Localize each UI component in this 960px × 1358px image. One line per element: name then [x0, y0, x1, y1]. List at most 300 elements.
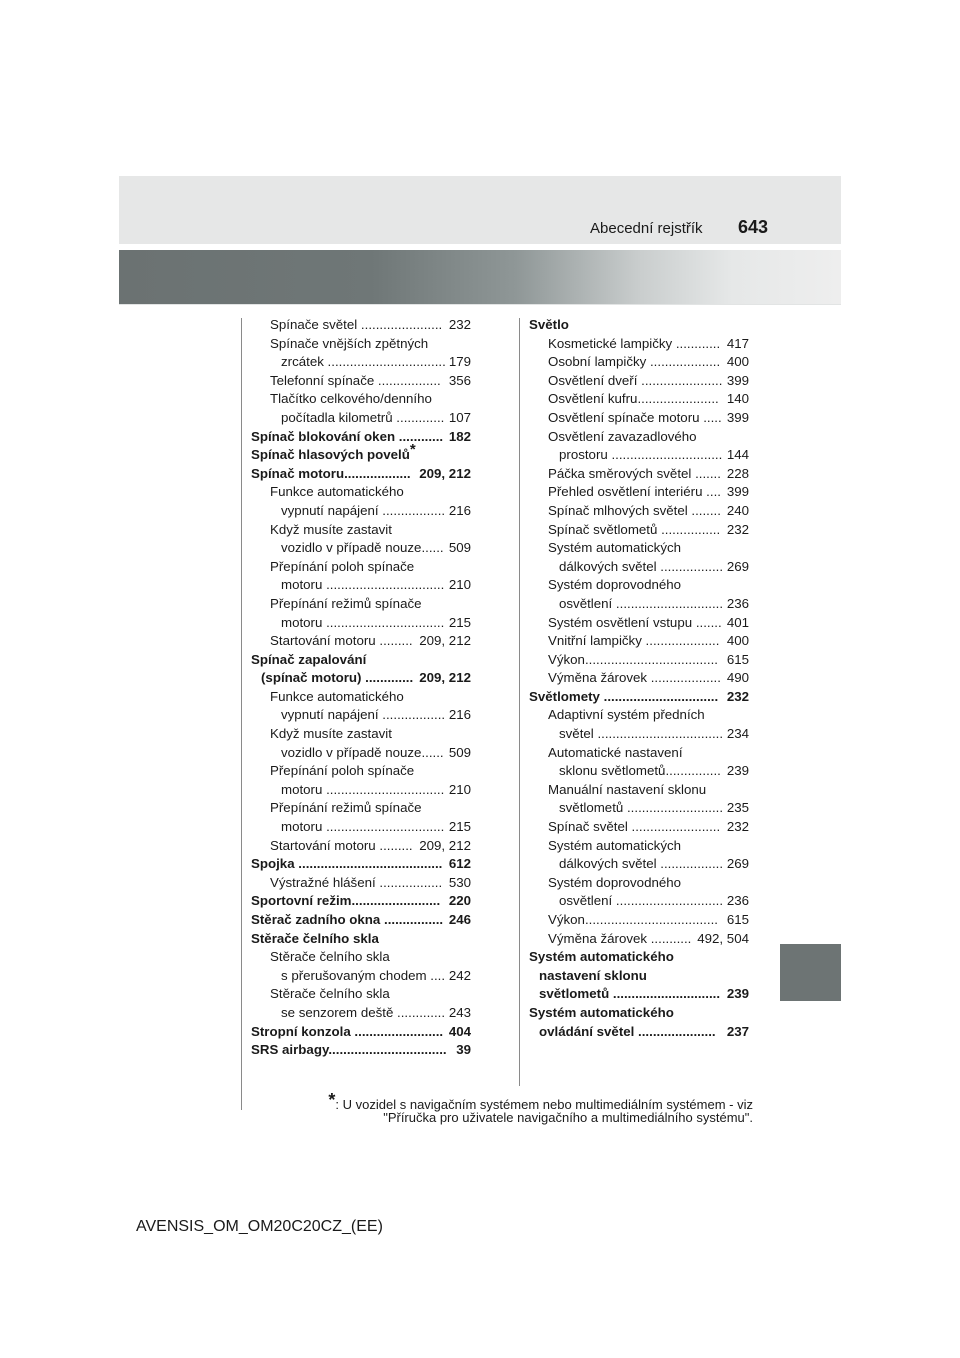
index-entry-text: Spínač mlhových světel [548, 502, 688, 518]
index-entry-text: Spínač zapalování [251, 651, 367, 667]
index-entry [529, 744, 749, 763]
index-entry-page: 243 [448, 1004, 471, 1020]
index-entry-leader: ........................ [351, 893, 441, 909]
index-entry [251, 1023, 471, 1042]
index-entry-text: Adaptivní systém předních [548, 707, 705, 723]
index-entry-page: 216 [448, 707, 471, 723]
index-entry-text: Osvětlení dveří [548, 372, 638, 388]
index-entry [251, 1004, 471, 1023]
index-entry-page: 615 [726, 651, 749, 667]
index-entry [529, 614, 749, 633]
section-thumb-tab [780, 944, 841, 1001]
index-entry [529, 558, 749, 577]
footnote-line-2: "Příručka pro uživatele navigačního a multimediálního systému". [383, 1110, 753, 1125]
index-entry-text: Výměna žárovek [548, 930, 648, 946]
index-entry-leader: ................................ [328, 1042, 447, 1058]
index-entry [529, 837, 749, 856]
index-entry-text: Osobní lampičky [548, 354, 647, 370]
index-entry-text: Manuální nastavení sklonu [548, 781, 707, 797]
index-entry-page: 509 [448, 744, 471, 760]
index-entry [251, 948, 471, 967]
index-entry-page: 612 [448, 856, 471, 872]
section-title: Abecední rejstřík [590, 220, 703, 237]
index-entry [251, 502, 471, 521]
index-entry-page: 107 [448, 409, 471, 425]
index-entry-page: 269 [726, 558, 749, 574]
index-entry [529, 409, 749, 428]
index-entry-page: 234 [726, 726, 749, 742]
index-entry-text: SRS airbagy [251, 1042, 329, 1058]
index-entry-term [548, 651, 718, 670]
index-entry-term [548, 576, 681, 595]
index-entry [529, 762, 749, 781]
index-entry-term [281, 539, 444, 558]
index-entry-page: 490 [726, 670, 749, 686]
index-entry [529, 651, 749, 670]
index-entry-term [548, 837, 681, 856]
index-entry-page: 239 [726, 986, 749, 1002]
index-entry-text: nastavení sklonu [539, 967, 647, 983]
index-entry-term [281, 409, 444, 428]
index-entry-text: Tlačítko celkového/denního [270, 391, 432, 407]
document-code: AVENSIS_OM_OM20C20CZ_(EE) [136, 1218, 383, 1235]
index-entry [251, 706, 471, 725]
index-entry-text: Přepínání poloh spínače [270, 558, 415, 574]
index-entry-term [529, 688, 718, 707]
index-entry-page: 269 [726, 856, 749, 872]
index-entry-leader: ................................ [323, 354, 446, 370]
index-entry-leader: ........................ [350, 1023, 444, 1039]
index-entry-page: 615 [726, 912, 749, 927]
index-entry-term [548, 632, 719, 651]
index-entry-text: Systém automatických [548, 540, 682, 556]
index-entry-term [548, 353, 720, 372]
index-entry-text: Stěrač zadního okna [251, 912, 381, 927]
index-entry [251, 781, 471, 800]
index-entry-page: 239 [726, 763, 749, 779]
index-entry-text: Spínače světel [270, 317, 358, 332]
index-entry-term [559, 892, 723, 911]
index-entry [251, 372, 471, 391]
index-entry-page: 356 [448, 372, 471, 388]
index-entry-leader: ........... [647, 930, 692, 946]
index-entry-text: Systém osvětlení vstupu [548, 614, 693, 630]
index-entry-term [251, 441, 416, 465]
index-entry-term [559, 558, 723, 577]
index-entry-text: Spínač blokování oken [251, 428, 396, 444]
index-entry [529, 390, 749, 409]
index-entry-leader: ..................... [634, 1023, 716, 1039]
index-entry-term [548, 614, 722, 633]
index-entry-page: 236 [726, 893, 749, 909]
index-entry-leader: ................................ [322, 819, 445, 835]
index-entry-leader: ................... [647, 670, 721, 686]
index-entry-text: Když musíte zastavit [270, 521, 392, 537]
index-entry-term [270, 688, 404, 707]
index-entry-term [539, 1023, 716, 1042]
index-entry-page: 399 [726, 372, 749, 388]
index-entry [251, 1041, 471, 1060]
footnote-text-1: : U vozidel s navigačním systémem nebo multimediálním systémem - viz [335, 1097, 753, 1112]
index-entry-leader: ................. [378, 707, 446, 723]
index-entry-page: 236 [726, 595, 749, 611]
index-entry-leader: ......... [375, 633, 413, 649]
index-entry-text: ovládání světel [539, 1023, 635, 1039]
index-entry [529, 595, 749, 614]
index-entry-leader: ............................. [609, 986, 721, 1002]
index-entry-term [559, 725, 723, 744]
index-entry [529, 1023, 749, 1042]
index-entry-page: 209, 212 [419, 633, 471, 649]
index-entry-page: 210 [448, 781, 471, 797]
index-entry-leader: .................... [641, 633, 720, 649]
index-entry-leader: .................................... [584, 651, 718, 667]
index-entry-text: Osvětlení zavazadlového [548, 428, 697, 444]
index-entry-text: dálkových světel [559, 856, 657, 872]
index-entry-leader: ................................ [322, 614, 445, 630]
index-entry-leader: ......... [375, 837, 413, 853]
index-entry-term [270, 837, 413, 856]
index-entry-text: Stropní konzola [251, 1023, 351, 1039]
index-entry-leader: ................. [378, 502, 446, 518]
index-entry-leader: .................. [344, 465, 411, 481]
index-entry-page: 215 [448, 819, 471, 835]
index-entry-term [270, 521, 392, 540]
index-entry-term [548, 539, 681, 558]
index-entry [529, 706, 749, 725]
index-entry [251, 335, 471, 354]
index-entry-page: 228 [726, 465, 749, 481]
header-gradient-band [119, 250, 841, 304]
index-entry-leader: ....... [692, 614, 722, 630]
index-entry-term [559, 446, 722, 465]
index-entry-term [559, 762, 721, 781]
index-entry-text: Světlomety [529, 688, 600, 704]
index-entry-page: 399 [726, 409, 749, 425]
index-entry-term [548, 781, 706, 800]
index-entry-term [251, 911, 443, 930]
center-column-rule [519, 318, 520, 1086]
index-entry-text: Startování motoru [270, 633, 376, 649]
index-entry-text: Funkce automatického [270, 484, 404, 500]
index-entry-term [251, 892, 440, 911]
index-entry [529, 446, 749, 465]
index-entry-leader: ................ [380, 912, 444, 927]
index-entry [529, 948, 749, 967]
index-entry-page: 400 [726, 354, 749, 370]
index-entry-text: světlometů [539, 986, 610, 1002]
index-entry-leader: ........................ [627, 819, 721, 835]
index-entry-page: 216 [448, 502, 471, 518]
header-divider [119, 304, 841, 305]
index-entry-term [281, 744, 444, 763]
index-entry [251, 441, 471, 465]
index-entry [251, 521, 471, 540]
index-entry [529, 892, 749, 911]
index-entry [251, 744, 471, 763]
index-entry-leader: ...................... [637, 372, 723, 388]
index-entry-text: Funkce automatického [270, 688, 404, 704]
index-entry-term [548, 372, 722, 391]
index-entry-term [270, 335, 428, 354]
index-entry-page: 209, 212 [419, 465, 471, 481]
index-entry-term [548, 818, 720, 837]
index-entry-text: prostoru [559, 447, 608, 463]
index-entry [251, 558, 471, 577]
index-entry [529, 428, 749, 447]
index-entry [251, 762, 471, 781]
index-entry-leader: ............. [392, 409, 445, 425]
index-entry-text: Spojka [251, 856, 295, 872]
index-entry-text: Systém doprovodného [548, 874, 682, 890]
index-entry [251, 688, 471, 707]
index-entry-term [548, 930, 691, 949]
index-entry [529, 335, 749, 354]
index-entry-term [270, 632, 413, 651]
index-entry-page: 240 [726, 502, 749, 518]
index-entry-term [251, 855, 442, 874]
index-entry-page: 400 [726, 633, 749, 649]
index-entry-text: počítadla kilometrů [281, 409, 393, 425]
index-entry-page: 404 [448, 1023, 471, 1039]
index-entry [529, 930, 749, 949]
index-column-right [529, 316, 749, 1041]
index-entry-text: Když musíte zastavit [270, 726, 392, 742]
index-entry-text: vozidlo v případě nouze [281, 540, 422, 556]
index-entry [251, 614, 471, 633]
index-entry [251, 818, 471, 837]
index-entry-text: Stěrače čelního skla [270, 986, 390, 1002]
index-entry [529, 967, 749, 986]
index-entry [251, 725, 471, 744]
index-entry-term [281, 706, 445, 725]
index-entry-leader: .... [702, 484, 721, 500]
index-entry [529, 632, 749, 651]
index-entry [529, 818, 749, 837]
index-entry-text: Páčka směrových světel [548, 465, 692, 481]
index-entry-text: motoru [281, 614, 323, 630]
index-entry-text: Vnitřní lampičky [548, 633, 642, 649]
index-entry-text: motoru [281, 819, 323, 835]
index-entry-text: Kosmetické lampičky [548, 335, 673, 351]
index-entry-text: Systém automatických [548, 837, 682, 853]
index-entry-term [270, 874, 442, 893]
index-entry-term [559, 595, 723, 614]
index-entry-term [281, 576, 444, 595]
index-entry-page: 179 [448, 354, 471, 370]
index-entry-page: 39 [456, 1042, 471, 1058]
index-entry-term [548, 483, 721, 502]
index-entry [251, 409, 471, 428]
index-entry [251, 595, 471, 614]
index-entry [251, 539, 471, 558]
index-entry-leader: .............................. [607, 447, 723, 463]
index-entry-page: 242 [448, 967, 471, 983]
index-entry-text: Spínač motoru [251, 465, 345, 481]
index-entry-term [281, 818, 444, 837]
index-entry-term [559, 855, 723, 874]
index-entry-page: 209, 212 [419, 837, 471, 853]
index-entry-leader: ...................... [357, 317, 443, 332]
header-top-bar [119, 176, 841, 244]
index-entry-text: světel [559, 726, 594, 742]
index-entry-term [548, 874, 681, 893]
index-entry-leader: ............. [361, 670, 414, 686]
index-entry-term [548, 502, 721, 521]
index-entry-text: s přerušovaným chodem [281, 967, 427, 983]
index-entry-page: 210 [448, 577, 471, 593]
index-entry-text: Přepínání režimů spínače [270, 800, 422, 816]
index-entry-text: vozidlo v případě nouze [281, 744, 422, 760]
page-number: 643 [738, 217, 769, 237]
index-entry [529, 855, 749, 874]
index-entry-term [270, 483, 404, 502]
index-entry-text: vypnutí napájení [281, 502, 379, 518]
index-entry-term [548, 465, 721, 484]
index-entry-text: zrcátek [281, 354, 324, 370]
index-entry-text: Startování motoru [270, 837, 376, 853]
index-entry-page: 220 [448, 893, 471, 909]
index-entry-leader: ...... [421, 744, 444, 760]
index-entry-text: vypnutí napájení [281, 707, 379, 723]
index-entry-page: 509 [448, 540, 471, 556]
index-entry-leader: ................. [656, 558, 724, 574]
index-entry [529, 576, 749, 595]
index-entry-term [270, 799, 422, 818]
index-entry [251, 316, 471, 335]
index-entry-page: 492, 504 [697, 930, 749, 946]
index-entry-page: 530 [448, 874, 471, 890]
index-entry-text: sklonu světlometů [559, 763, 666, 779]
index-entry-term [529, 1004, 674, 1023]
index-entry-text: Spínač hlasových povelů [251, 447, 410, 463]
index-entry-term [548, 409, 722, 428]
index-entry-leader: ............................... [599, 688, 719, 704]
index-entry-term [281, 502, 445, 521]
index-entry-page: 182 [448, 428, 471, 444]
index-entry-term [281, 967, 445, 986]
index-entry-text: Osvětlení kufru [548, 391, 638, 407]
index-entry-term [539, 967, 647, 986]
index-entry [529, 502, 749, 521]
index-entry-leader: ............................. [612, 893, 724, 909]
index-entry-page: 417 [726, 335, 749, 351]
index-entry-text: Výměna žárovek [548, 670, 648, 686]
index-entry [529, 521, 749, 540]
index-entry-leader: ...... [421, 540, 444, 556]
index-entry-term [270, 316, 442, 335]
index-entry [529, 985, 749, 1004]
index-entry-text: Sportovní režim [251, 893, 352, 909]
index-entry [529, 725, 749, 744]
index-entry-text: světlometů [559, 800, 624, 816]
index-entry-term [548, 911, 718, 930]
index-entry-page: 401 [726, 614, 749, 630]
index-entry-page: 140 [726, 391, 749, 407]
index-entry-term [281, 614, 444, 633]
index-entry [529, 483, 749, 502]
index-entry [529, 539, 749, 558]
index-entry-page: 232 [448, 317, 471, 332]
index-entry-leader: ...................... [637, 391, 719, 407]
index-entry-term [548, 335, 720, 354]
index-entry-text: Spínač světel [548, 819, 628, 835]
index-entry [529, 688, 749, 707]
index-entry-page: 215 [448, 614, 471, 630]
index-entry [251, 911, 471, 930]
index-entry-page: 232 [726, 521, 749, 537]
index-entry-page: 144 [726, 447, 749, 463]
index-entry-leader: ............ [395, 428, 444, 444]
index-entry-text: (spínač motoru) [261, 670, 362, 686]
index-entry-text: Výkon [548, 651, 585, 667]
index-entry-text: Spínač světlometů [548, 521, 658, 537]
index-entry-leader: ........ [687, 502, 721, 518]
index-entry-term [270, 558, 414, 577]
index-entry-term [251, 1041, 447, 1060]
index-column-left [251, 316, 471, 1060]
index-entry-leader: ............... [665, 763, 721, 779]
index-entry-leader: ................... [646, 354, 721, 370]
index-entry-leader: ............ [672, 335, 721, 351]
index-entry [251, 874, 471, 893]
index-entry-text: Automatické nastavení [548, 744, 683, 760]
index-entry-page: 235 [726, 800, 749, 816]
index-entry [251, 428, 471, 447]
index-entry-text: Telefonní spínače [270, 372, 375, 388]
index-entry [251, 669, 471, 688]
index-entry-page: 232 [726, 819, 749, 835]
index-entry-leader: .................................. [593, 726, 724, 742]
index-entry-term [548, 669, 721, 688]
index-entry-text: osvětlení [559, 595, 613, 611]
index-entry-leader: ....................................... [294, 856, 443, 872]
index-entry [251, 651, 471, 670]
index-entry-term [548, 521, 720, 540]
index-entry [251, 465, 471, 484]
index-entry-page: 232 [726, 688, 749, 704]
index-entry [251, 483, 471, 502]
index-entry-text: Systém automatického [529, 1004, 674, 1020]
index-entry-term [270, 948, 390, 967]
index-entry-term [539, 985, 720, 1004]
index-entry-text: Stěrače čelního skla [251, 930, 379, 946]
index-entry [529, 1004, 749, 1023]
index-entry-term [270, 595, 422, 614]
index-entry-leader: .... [426, 967, 446, 983]
index-entry-text: Výkon [548, 912, 585, 927]
index-entry-term [270, 372, 441, 391]
footnote-star: * [328, 1090, 336, 1110]
index-entry-page: 209, 212 [419, 670, 471, 686]
index-entry-text: motoru [281, 577, 323, 593]
index-entry-leader: .......................... [623, 800, 724, 816]
index-entry [251, 892, 471, 911]
index-entry-leader: ............................. [612, 595, 724, 611]
index-entry [529, 874, 749, 893]
index-entry-leader: ..... [699, 409, 722, 425]
index-entry [251, 985, 471, 1004]
index-entry-term [529, 316, 569, 335]
index-entry [529, 353, 749, 372]
index-entry [529, 316, 749, 335]
index-entry-term [548, 706, 705, 725]
index-entry [251, 353, 471, 372]
index-entry-page: 399 [726, 484, 749, 500]
index-entry-term [281, 781, 444, 800]
index-entry-term [251, 1023, 443, 1042]
index-entry [251, 837, 471, 856]
